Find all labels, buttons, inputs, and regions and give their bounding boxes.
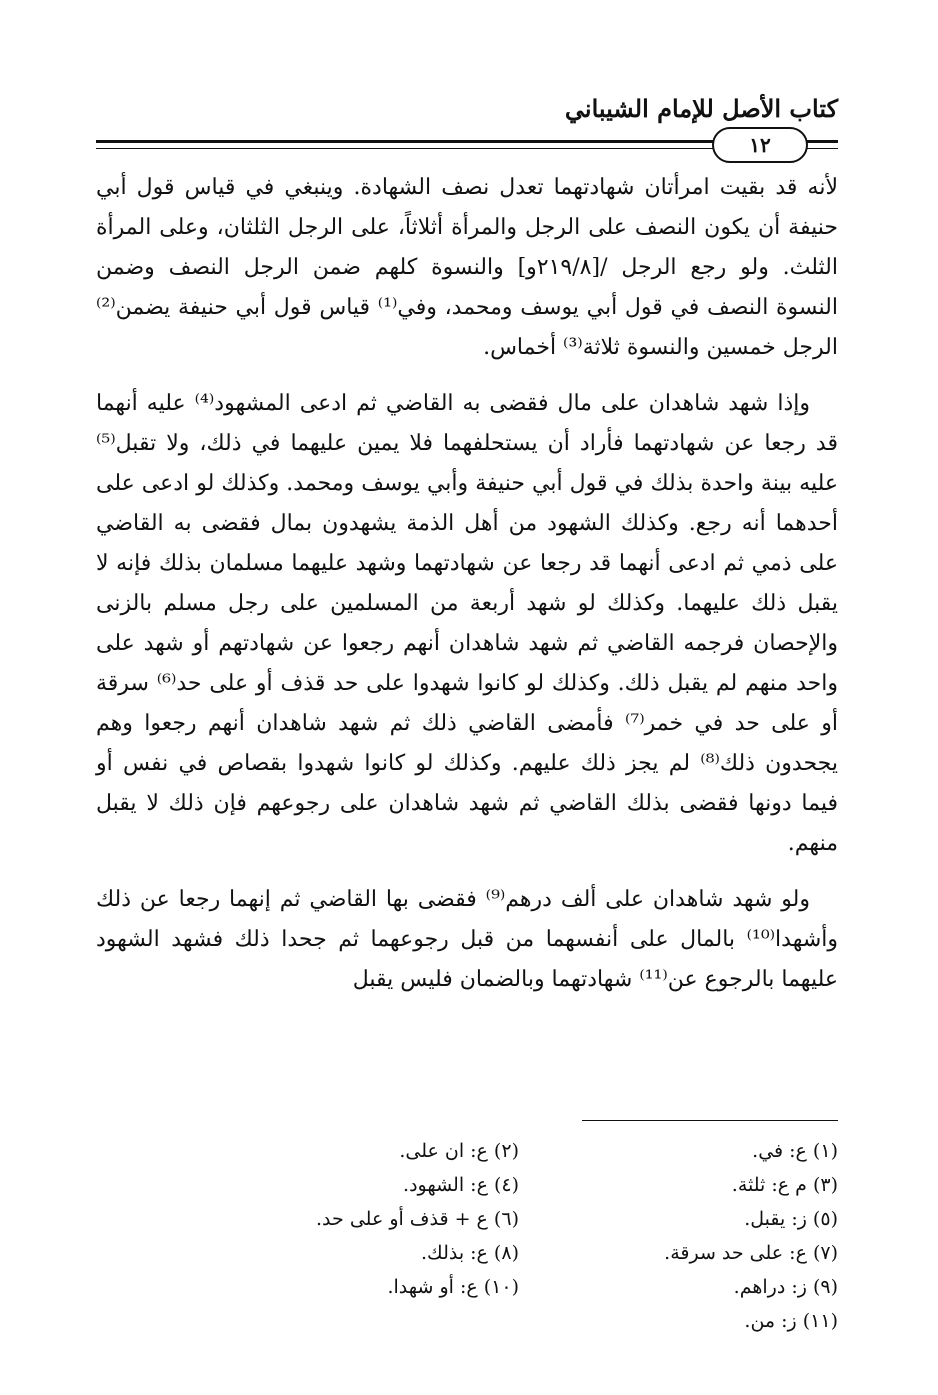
page-number: ١٢	[749, 133, 771, 157]
footnote-10: (١٠) ع: أو شهدا.	[387, 1276, 519, 1298]
footnotes-left-column	[200, 1134, 519, 1338]
footnote-1: (١) ع: في.	[752, 1140, 838, 1162]
paragraph-2: وإذا شهد شاهدان على مال فقضى به القاضي ثم ادعى المشهود⁽⁴⁾ عليه أنهما قد رجعا عن شهادتهما فأراد أن يستحلفهما فلا يمين عليهما في ذلك، ولا تقبل⁽⁵⁾ عليه بينة واحدة بذلك في قول أبي حنيفة وأبي يوسف ومحمد. وكذلك لو ادعى على أحدهما أنه رجع. وكذلك الشهود من أهل الذمة يشهدون بمال فقضى به القاضي على ذمي ثم ادعى أنهما قد رجعا عن شهادتهما وشهد عليهما مسلمان بذلك فإنه لا يقبل ذلك عليهما. وكذلك لو شهد أربعة من المسلمين على رجل مسلم بالزنى والإحصان فرجمه القاضي ثم شهد شاهدان أنهم رجعوا عن شهادتهم أو شهد على واحد منهم لم يقبل ذلك. وكذلك لو كانوا شهدوا على حد قذف أو على حد⁽⁶⁾ سرقة أو على حد في خمر⁽⁷⁾ فأمضى القاضي ذلك ثم شهد شاهدان أنهم رجعوا وهم يجحدون ذلك⁽⁸⁾ لم يجز ذلك عليهم. وكذلك لو كانوا شهدوا بقصاص في نفس أو فيما دونها فقضى بذلك القاضي ثم شهد شاهدان على رجوعهم فإن ذلك لا يقبل منهم.	[96, 391, 839, 856]
running-header-title: كتاب الأصل للإمام الشيباني	[564, 94, 838, 123]
main-text	[96, 168, 838, 1000]
footnote-separator	[582, 1120, 838, 1121]
paragraph-3: ولو شهد شاهدان على ألف درهم⁽⁹⁾ فقضى بها القاضي ثم إنهما رجعا عن ذلك وأشهدا⁽¹⁰⁾ بالمال على أنفسهما من قبل رجوعهما ثم جحدا ذلك فشهد الشهود عليهما بالرجوع عن⁽¹¹⁾ شهادتهما وبالضمان فليس يقبل	[96, 887, 839, 992]
footnotes	[200, 1134, 838, 1338]
footnote-4: (٤) ع: الشهود.	[403, 1174, 519, 1196]
footnotes-right-column	[519, 1134, 838, 1338]
footnote-9: (٩) ز: دراهم.	[733, 1276, 838, 1298]
footnote-7: (٧) ع: على حد سرقة.	[664, 1242, 838, 1264]
paragraph-1: لأنه قد بقيت امرأتان شهادتهما تعدل نصف الشهادة. وينبغي في قياس قول أبي حنيفة أن يكون النصف على الرجل والمرأة أثلاثاً، على الرجل الثلثان، وعلى المرأة الثلث. ولو رجع الرجل /[٢١٩/٨و] والنسوة كلهم ضمن الرجل النصف وضمن النسوة النصف في قول أبي يوسف ومحمد، وفي⁽¹⁾ قياس قول أبي حنيفة يضمن⁽²⁾ الرجل خمسين والنسوة ثلاثة⁽³⁾ أخماس.	[96, 175, 838, 360]
footnote-11: (١١) ز: من.	[744, 1310, 838, 1332]
footnote-8: (٨) ع: بذلك.	[421, 1242, 519, 1264]
footnote-5: (٥) ز: يقبل.	[744, 1208, 838, 1230]
footnote-6: (٦) ع + قذف أو على حد.	[316, 1208, 519, 1230]
footnote-2: (٢) ع: ان على.	[399, 1140, 519, 1162]
page-number-badge	[712, 127, 808, 163]
footnote-3: (٣) م ع: ثلثة.	[731, 1174, 838, 1196]
